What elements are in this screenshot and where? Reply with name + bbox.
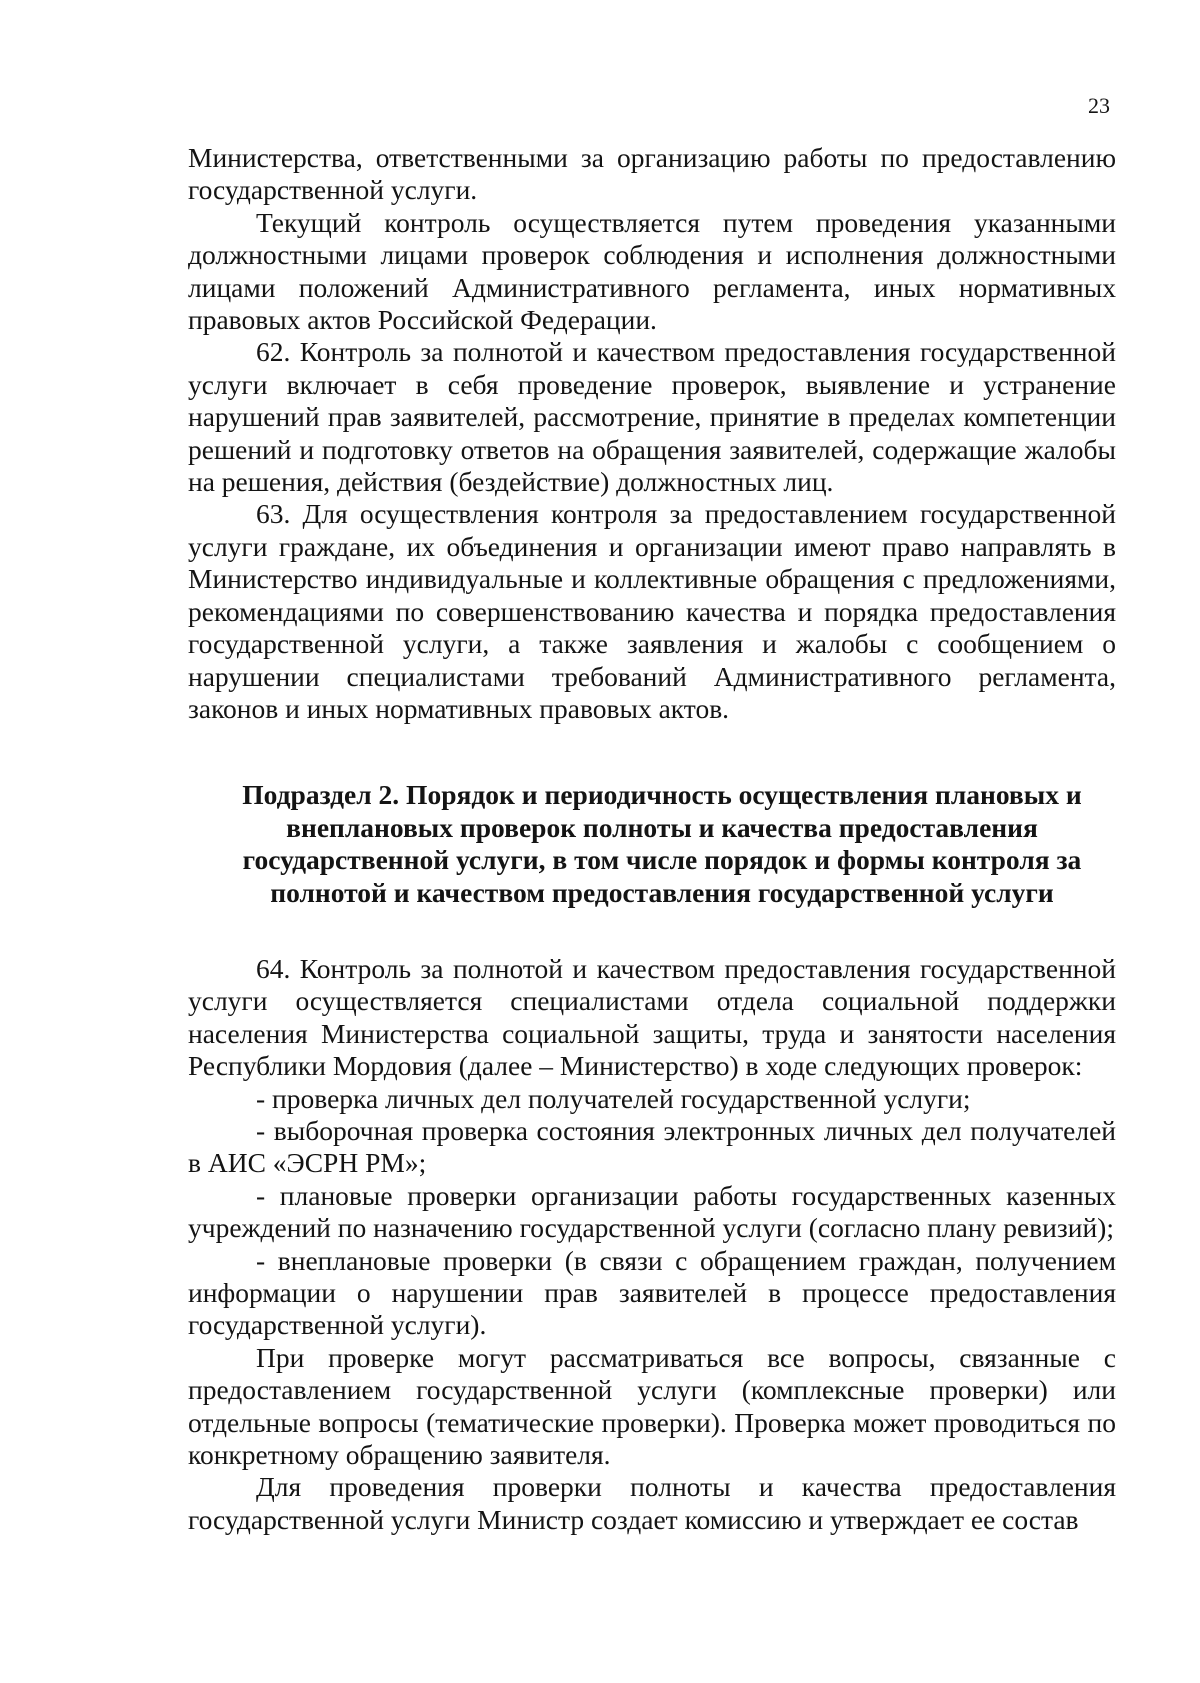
heading-line: полнотой и качеством предоставления государственной услуги [270,876,1054,908]
paragraphs-top [188,142,1116,725]
paragraph: 64. Контроль за полнотой и качеством предоставления государственной услуги осуществляется специалистами отдела социальной поддержки населения Министерства социальной защиты, труда и занятости населения Республики Мордовия (далее – Министерство) в ходе следующих проверок: [188,952,1116,1082]
list-item: - плановые проверки организации работы государственных казенных учреждений по назначению государственной услуги (согласно плану ревизий); [188,1179,1116,1244]
document-body [188,142,1116,1536]
page-number: 23 [1088,93,1110,118]
paragraphs-bottom [188,953,1116,1536]
list-item: - выборочная проверка состояния электронных личных дел получателей в АИС «ЭСРН РМ»; [188,1114,1116,1179]
paragraph: При проверке могут рассматриваться все вопросы, связанные с предоставлением государственной услуги (комплексные проверки) или отдельные вопросы (тематические проверки). Проверка может проводиться по конкретному обращению заявителя. [188,1341,1116,1471]
paragraph: 62. Контроль за полнотой и качеством предоставления государственной услуги включает в себя проведение проверок, выявление и устранение нарушений прав заявителей, рассмотрение, принятие в пределах компетенции решений и подготовку ответов на обращения заявителей, содержащие жалобы на решения, действия (бездействие) должностных лиц. [188,336,1116,498]
heading-line: внеплановых проверок полноты и качества предоставления [286,811,1038,843]
section-heading [188,779,1116,909]
list-item: - проверка личных дел получателей государственной услуги; [256,1082,971,1114]
paragraph: Текущий контроль осуществляется путем проведения указанными должностными лицами проверок соблюдения и исполнения должностными лицами положений Административного регламента, иных нормативных правовых актов Российской Федерации. [188,206,1116,336]
heading-line: государственной услуги, в том числе порядок и формы контроля за [242,844,1082,876]
paragraph: 63. Для осуществления контроля за предоставлением государственной услуги граждане, их объединения и организации имеют право направлять в Министерство индивидуальные и коллективные обращения с предложениями, рекомендациями по совершенствованию качества и порядка предоставления государственной услуги, а также заявления и жалобы с сообщением о нарушении специалистами требований Административного регламента, законов и иных нормативных правовых актов. [188,498,1116,724]
heading-line: Подраздел 2. Порядок и периодичность осуществления плановых и [242,779,1082,811]
paragraph: Министерства, ответственными за организацию работы по предоставлению государственной услуги. [188,142,1116,206]
paragraph: Для проведения проверки полноты и качества предоставления государственной услуги Министр создает комиссию и утверждает ее состав [188,1471,1116,1535]
list-item: - внеплановые проверки (в связи с обращением граждан, получением информации о нарушении прав заявителей в процессе предоставления государственной услуги). [188,1244,1116,1341]
